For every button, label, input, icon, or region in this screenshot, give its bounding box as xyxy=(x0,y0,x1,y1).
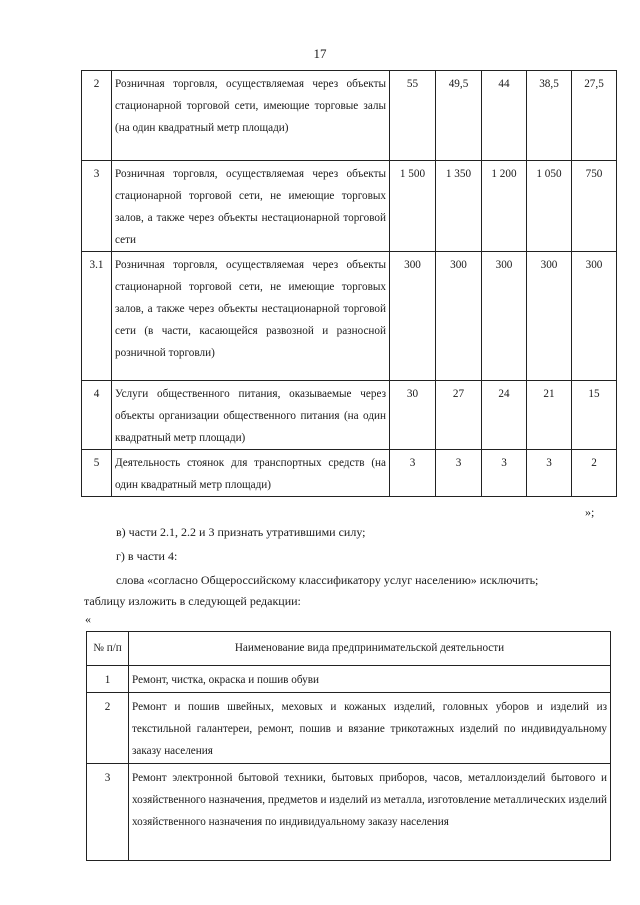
table-row xyxy=(87,764,611,861)
rate-value: 3 xyxy=(482,450,527,497)
activity-description: Деятельность стоянок для транспортных средств (на один квадратный метр площади) xyxy=(112,450,390,497)
table-row xyxy=(82,450,617,497)
paragraph-amendment-v: в) части 2.1, 2.2 и 3 признать утратившими силу; xyxy=(116,525,366,539)
paragraph-words-exclude: слова «согласно Общероссийскому классификатору услуг населению» исключить; xyxy=(116,573,539,587)
row-number: 3 xyxy=(82,161,112,252)
rate-value: 1 050 xyxy=(527,161,572,252)
table-row xyxy=(82,381,617,450)
activity-description: Ремонт, чистка, окраска и пошив обуви xyxy=(129,666,611,693)
rate-value: 300 xyxy=(482,252,527,381)
row-number: 3 xyxy=(87,764,129,861)
rate-value: 27 xyxy=(436,381,482,450)
rate-value: 38,5 xyxy=(527,71,572,161)
paragraph-table-intro: таблицу изложить в следующей редакции: xyxy=(84,594,301,608)
activity-description: Услуги общественного питания, оказываемые через объекты организации общественного питания (на один квадратный метр площади) xyxy=(112,381,390,450)
header-activity-name: Наименование вида предпринимательской деятельности xyxy=(129,632,611,666)
table-row xyxy=(82,252,617,381)
rate-value: 300 xyxy=(527,252,572,381)
rate-value: 1 500 xyxy=(390,161,436,252)
closing-quote: »; xyxy=(585,505,595,519)
table-row xyxy=(87,693,611,764)
rate-value: 300 xyxy=(390,252,436,381)
paragraph-amendment-g: г) в части 4: xyxy=(116,549,178,563)
row-number: 4 xyxy=(82,381,112,450)
rate-value: 3 xyxy=(436,450,482,497)
row-number: 2 xyxy=(87,693,129,764)
header-number: № п/п xyxy=(87,632,129,666)
activity-description: Розничная торговля, осуществляемая через объекты стационарной торговой сети, не имеющие торговых залов, а также через объекты нестационарной торговой сети (в части, касающейся развозной и разносной розничной торговли) xyxy=(112,252,390,381)
row-number: 5 xyxy=(82,450,112,497)
rate-value: 55 xyxy=(390,71,436,161)
rate-value: 44 xyxy=(482,71,527,161)
rate-value: 3 xyxy=(527,450,572,497)
activity-description: Розничная торговля, осуществляемая через объекты стационарной торговой сети, имеющие торговые залы (на один квадратный метр площади) xyxy=(112,71,390,161)
table-row xyxy=(87,666,611,693)
activity-description: Ремонт и пошив швейных, меховых и кожаных изделий, головных уборов и изделий из текстильной галантереи, ремонт, пошив и вязание трикотажных изделий по индивидуальному заказу населения xyxy=(129,693,611,764)
table-header-row xyxy=(87,632,611,666)
activity-description: Ремонт электронной бытовой техники, бытовых приборов, часов, металлоизделий бытового и хозяйственного назначения, предметов и изделий из металла, изготовление металлических изделий хозяйственного назначения по индивидуальному заказу населения xyxy=(129,764,611,861)
rate-value: 2 xyxy=(572,450,617,497)
rate-value: 24 xyxy=(482,381,527,450)
tax-rate-table xyxy=(81,70,617,497)
rate-value: 1 200 xyxy=(482,161,527,252)
opening-quote: « xyxy=(85,612,91,626)
rate-value: 1 350 xyxy=(436,161,482,252)
rate-value: 15 xyxy=(572,381,617,450)
row-number: 1 xyxy=(87,666,129,693)
page-number: 17 xyxy=(313,46,327,61)
rate-value: 21 xyxy=(527,381,572,450)
row-number: 2 xyxy=(82,71,112,161)
rate-value: 750 xyxy=(572,161,617,252)
table-row xyxy=(82,71,617,161)
rate-value: 49,5 xyxy=(436,71,482,161)
rate-value: 3 xyxy=(390,450,436,497)
rate-value: 30 xyxy=(390,381,436,450)
table-row xyxy=(82,161,617,252)
row-number: 3.1 xyxy=(82,252,112,381)
rate-value: 300 xyxy=(572,252,617,381)
rate-value: 27,5 xyxy=(572,71,617,161)
activity-description: Розничная торговля, осуществляемая через объекты стационарной торговой сети, не имеющие торговых залов, а также через объекты нестационарной торговой сети xyxy=(112,161,390,252)
activity-types-table xyxy=(86,631,611,861)
rate-value: 300 xyxy=(436,252,482,381)
